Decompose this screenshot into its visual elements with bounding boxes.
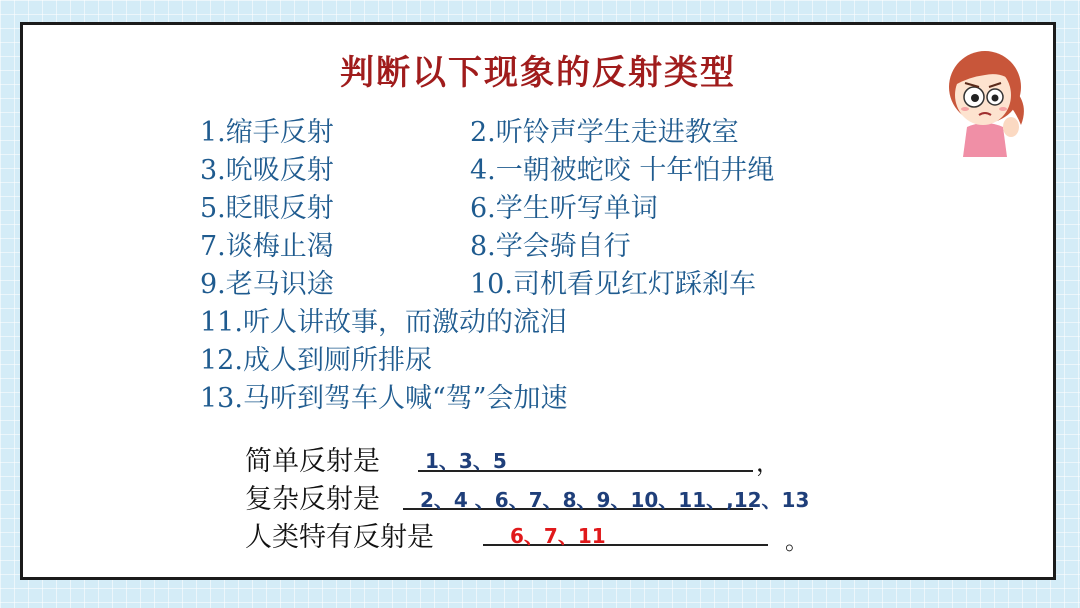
human-reflex-label: 人类特有反射是: [245, 522, 434, 553]
list-item: 1.缩手反射: [200, 117, 334, 148]
list-item: 2.听铃声学生走进教室: [470, 117, 739, 148]
list-item: 13.马听到驾车人喊“驾”会加速: [200, 383, 568, 414]
list-item: 8.学会骑自行: [470, 231, 631, 262]
slide: [20, 22, 1056, 580]
list-item: 12.成人到厕所排尿: [200, 345, 432, 376]
list-item: 5.眨眼反射: [200, 193, 334, 224]
simple-reflex-label: 简单反射是: [245, 446, 380, 477]
list-item: 10.司机看见红灯踩刹车: [470, 269, 756, 300]
list-item: 11.听人讲故事，而激动的流泪: [200, 307, 567, 338]
list-item: 3.吮吸反射: [200, 155, 334, 186]
list-item: 9.老马识途: [200, 269, 334, 300]
complex-reflex-label: 复杂反射是: [245, 484, 380, 515]
simple-reflex-answer: 1、3、5: [425, 449, 507, 473]
comma: ，: [756, 449, 780, 477]
list-item: 6.学生听写单词: [470, 193, 658, 224]
human-reflex-answer: 6、7、11: [510, 524, 606, 548]
list-item: 4.一朝被蛇咬 十年怕井绳: [470, 155, 775, 186]
list-item: 7.谈梅止渴: [200, 231, 334, 262]
slide-title: 判断以下现象的反射类型: [340, 53, 736, 93]
period: 。: [785, 527, 809, 555]
complex-reflex-answer: 2、4 、6、7、8、9、10、11、,12、13: [420, 488, 810, 512]
surprised-girl-icon: [945, 45, 1027, 157]
